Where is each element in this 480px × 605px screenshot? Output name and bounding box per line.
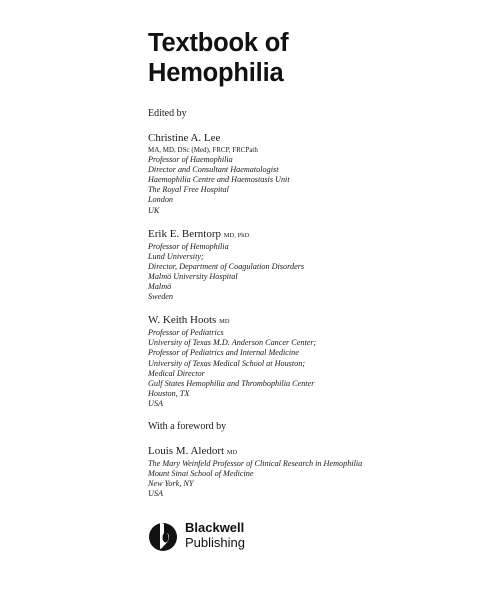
person-detail-line: New York, NY [148, 479, 194, 489]
person-block [148, 445, 468, 499]
person-detail-line: UK [148, 205, 160, 215]
person-qualifications: MD [219, 318, 230, 326]
publisher-name-line-2: Publishing [185, 535, 245, 550]
person-name [148, 228, 468, 242]
credits [148, 108, 468, 511]
person-detail-line: Director, Department of Coagulation Disorders [148, 261, 305, 271]
person-detail-line: USA [148, 398, 164, 408]
person-detail-line: Mount Sinai School of Medicine [148, 469, 254, 479]
person-detail-line: Director and Consultant Haematologist [148, 165, 279, 175]
person-detail-line: The Mary Weinfeld Professor of Clinical Research in Hemophilia [148, 458, 363, 468]
person-detail-line: University of Texas Medical School at Houston; [148, 358, 306, 368]
person-detail-line: Medical Director [148, 368, 205, 378]
person-qualifications: MD [226, 448, 238, 456]
person-detail-line: Haemophilia Centre and Haemostasis Unit [148, 175, 290, 185]
publisher-name [185, 520, 245, 550]
person-name-text: Erik E. Berntorp [148, 227, 222, 240]
person-name-text: W. Keith Hoots [148, 314, 217, 327]
person-detail-line: Sweden [148, 292, 174, 302]
publisher-name-line-1: Blackwell [185, 520, 245, 535]
person-block [148, 314, 468, 409]
person-detail-line: University of Texas M.D. Anderson Cancer Center; [148, 338, 317, 348]
person-detail-line: Professor of Pediatrics and Internal Medicine [148, 348, 299, 358]
person-detail-line: Malmö [148, 282, 172, 292]
person-block [148, 228, 468, 303]
edited-by-label: Edited by [148, 108, 187, 119]
person-detail-line: MA, MD, DSc (Med), FRCP, FRCPath [148, 146, 258, 154]
person-block [148, 132, 468, 216]
person-detail-line: Professor of Haemophilia [148, 155, 233, 165]
person-detail-line: Professor of Hemophilia [148, 241, 229, 251]
book-title [148, 28, 288, 88]
person-detail-line: Houston, TX [148, 388, 190, 398]
person-detail-line: The Royal Free Hospital [148, 185, 229, 195]
person-name [148, 314, 468, 328]
person-name-text: Louis M. Aledort [148, 444, 225, 457]
person-detail-line: Malmö University Hospital [148, 271, 238, 281]
foreword-label: With a foreword by [148, 420, 227, 432]
foreword-author-block [148, 445, 468, 499]
person-detail-line: Professor of Pediatrics [148, 328, 224, 338]
person-detail-line: USA [148, 489, 164, 499]
person-name [148, 132, 468, 145]
person-detail-line: Gulf States Hemophilia and Thrombophilia Center [148, 378, 315, 388]
person-name [148, 445, 468, 459]
person-detail-line: Lund University; [148, 251, 204, 261]
editors-list [148, 132, 468, 409]
person-name-text: Christine A. Lee [148, 132, 221, 144]
book-title-line-2: Hemophilia [148, 59, 284, 87]
person-qualifications: MD, PhD [223, 231, 250, 239]
book-title-line-1: Textbook of [148, 29, 289, 57]
publisher-mark-icon [147, 518, 181, 554]
person-detail-line: London [148, 195, 174, 205]
